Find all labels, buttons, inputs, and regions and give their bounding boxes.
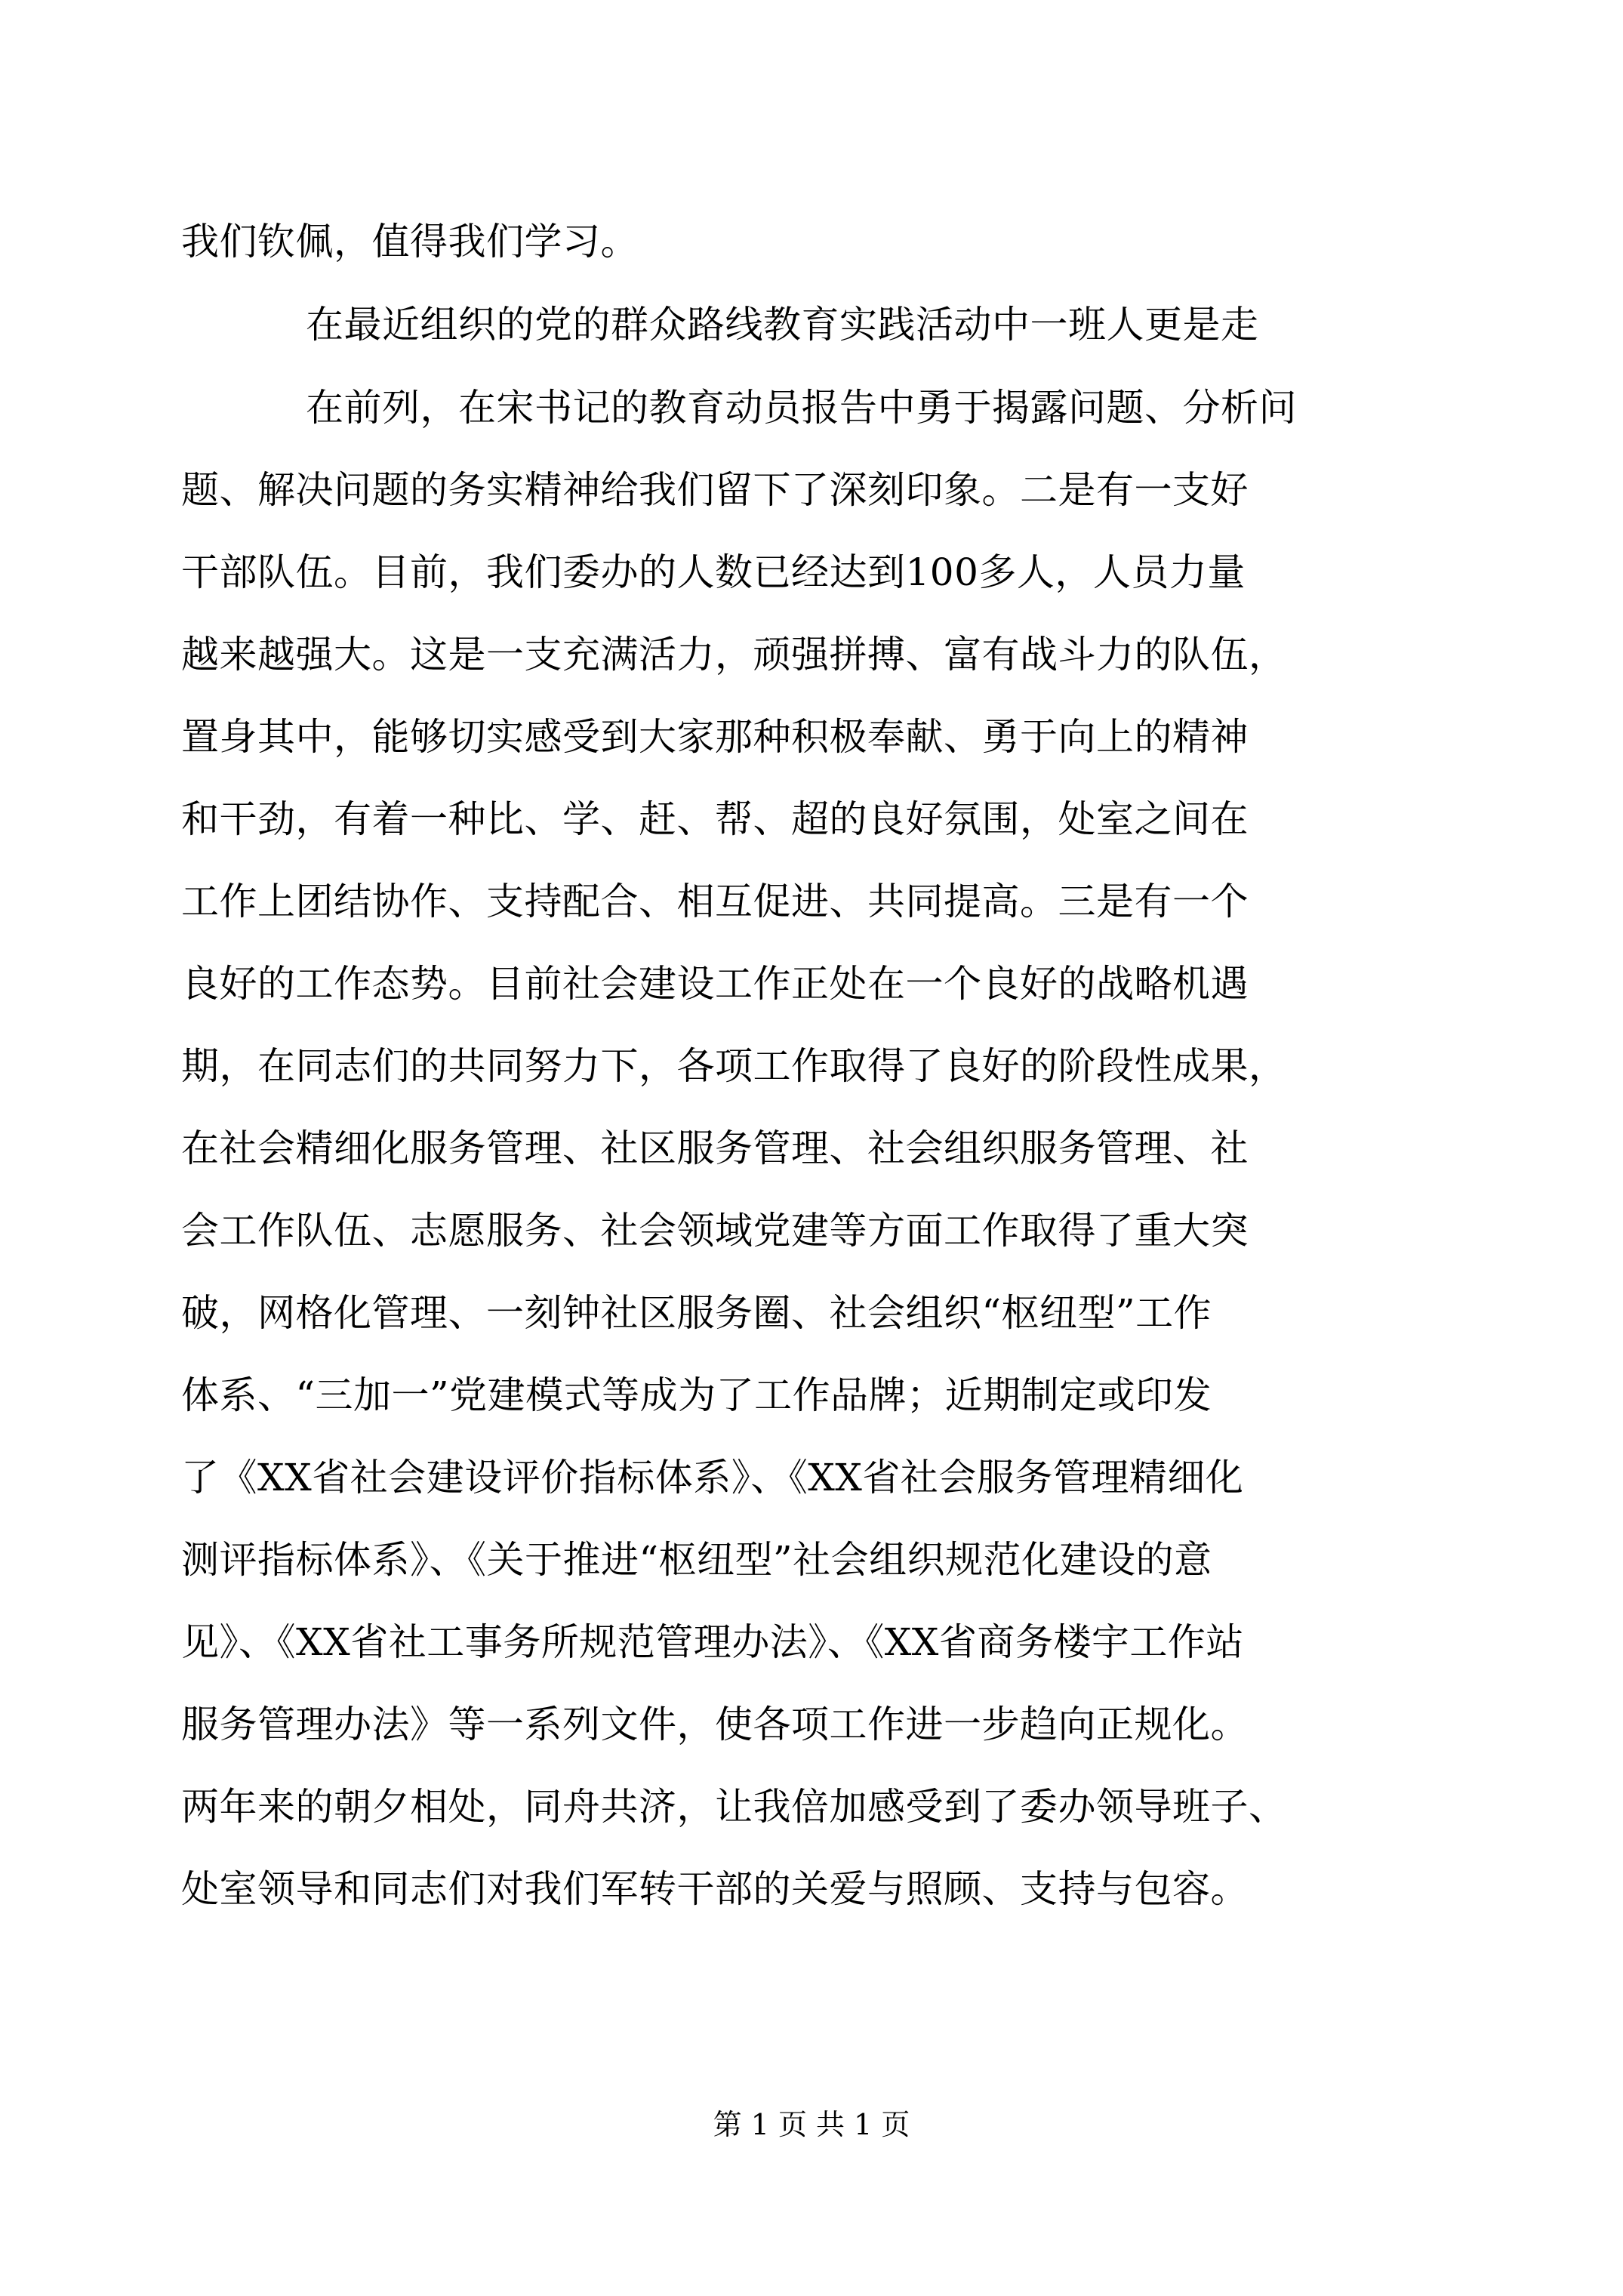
text-line: 置身其中，能够切实感受到大家那种积极奉献、勇于向上的精神 [181,715,1249,759]
text-line: 越来越强大。这是一支充满活力，顽强拼搏、富有战斗力的队伍， [181,633,1287,676]
text-line: 服务管理办法》等一系列文件，使各项工作进一步趋向正规化。 [181,1703,1249,1746]
text-line: 期，在同志们的共同努力下，各项工作取得了良好的阶段性成果， [181,1044,1287,1088]
text-line: 和干劲，有着一种比、学、赶、帮、超的良好氛围，处室之间在 [181,797,1249,841]
text-line: 见》、《XX省社工事务所规范管理办法》、《XX省商务楼宇工作站 [181,1620,1244,1664]
text-line: 处室领导和同志们对我们军转干部的关爱与照顾、支持与包容。 [181,1867,1249,1911]
text-line: 良好的工作态势。目前社会建设工作正处在一个良好的战略机遇 [181,962,1249,1006]
text-line: 在前列，在宋书记的教育动员报告中勇于揭露问题、分析问 [306,386,1297,430]
text-line: 在最近组织的党的群众路线教育实践活动中一班人更是走 [306,303,1259,347]
text-line: 会工作队伍、志愿服务、社会领域党建等方面工作取得了重大突 [181,1209,1249,1253]
text-line: 我们钦佩，值得我们学习。 [181,220,639,264]
text-line: 了《XX省社会建设评价指标体系》、《XX省社会服务管理精细化 [181,1456,1244,1499]
text-line: 工作上团结协作、支持配合、相互促进、共同提高。三是有一个 [181,880,1249,923]
page-footer: 第 1 页 共 1 页 [713,2108,910,2141]
text-line: 在社会精细化服务管理、社区服务管理、社会组织服务管理、社 [181,1126,1249,1170]
text-line: 体系、“三加一”党建模式等成为了工作品牌；近期制定或印发 [181,1373,1212,1417]
text-line: 两年来的朝夕相处，同舟共济，让我倍加感受到了委办领导班子、 [181,1785,1287,1829]
text-line: 干部队伍。目前，我们委办的人数已经达到100多人，人员力量 [181,550,1246,594]
text-line: 题、解决问题的务实精神给我们留下了深刻印象。二是有一支好 [181,468,1249,512]
text-line: 破，网格化管理、一刻钟社区服务圈、社会组织“枢纽型”工作 [181,1291,1212,1335]
text-line: 测评指标体系》、《关于推进“枢纽型”社会组织规范化建设的意 [181,1538,1212,1582]
